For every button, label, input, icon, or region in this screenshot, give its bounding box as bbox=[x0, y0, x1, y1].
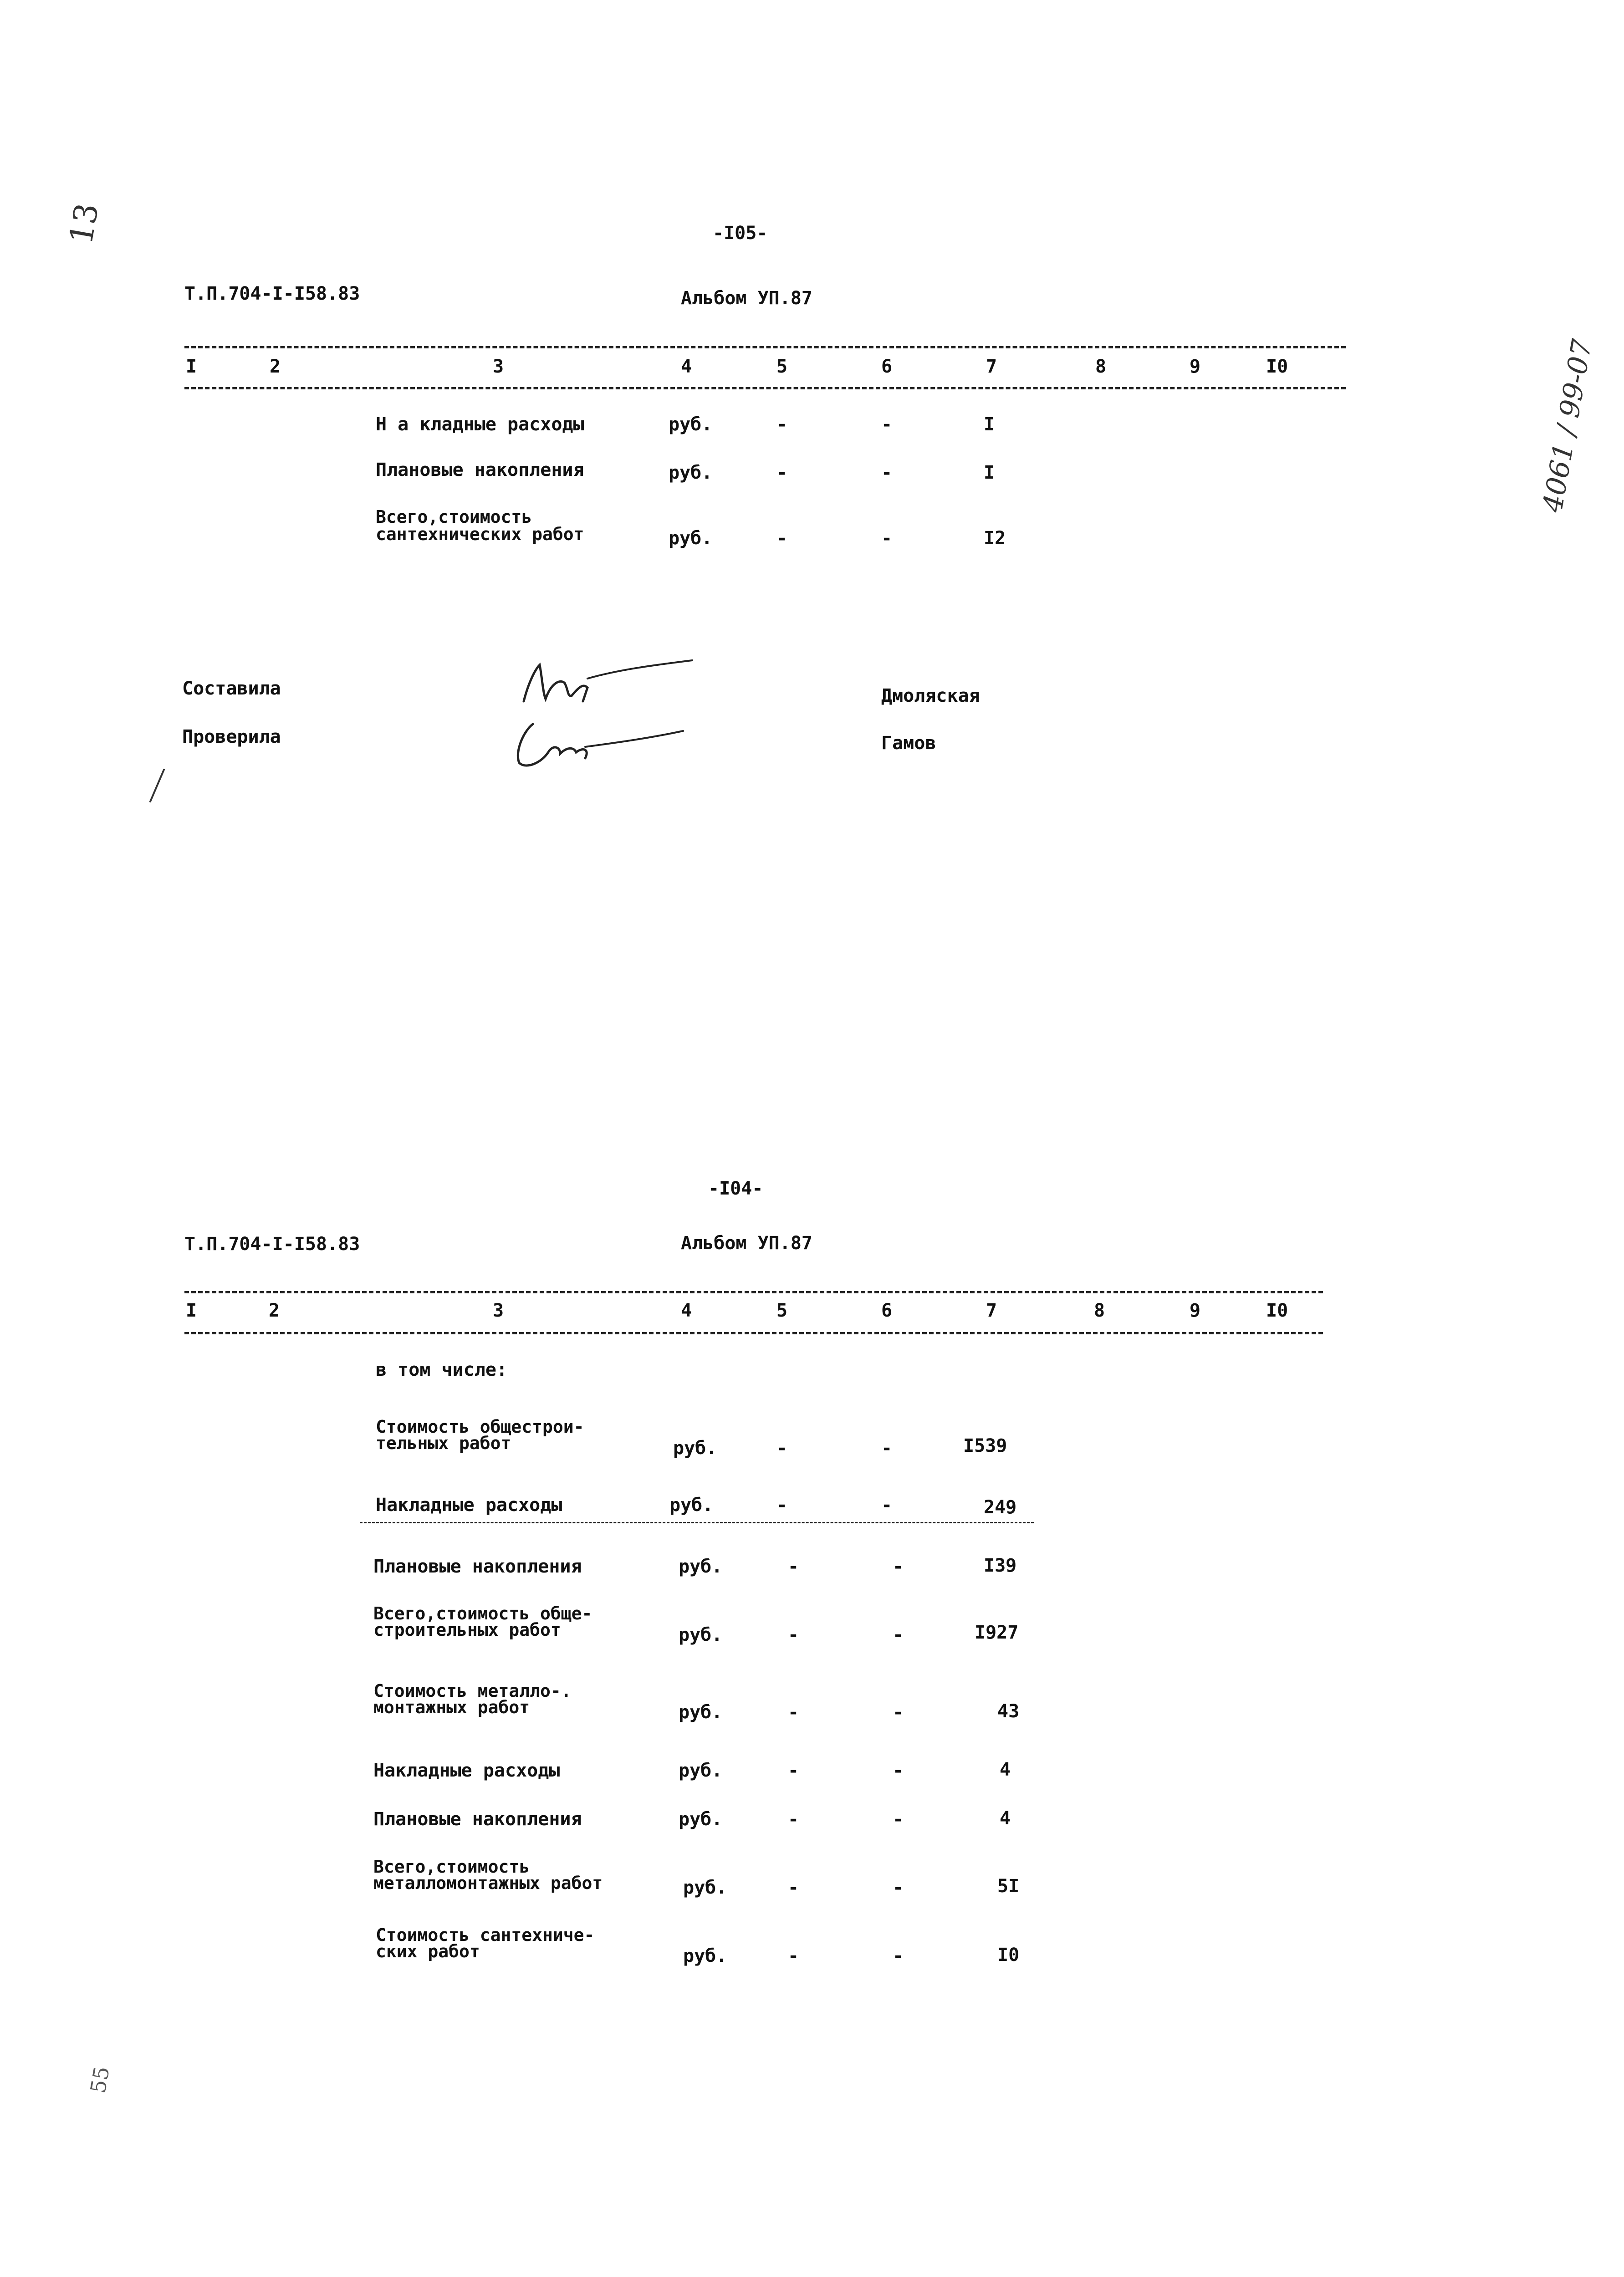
row-unit: руб. bbox=[669, 528, 713, 549]
column-header: I bbox=[186, 1300, 197, 1321]
page-number: -I05- bbox=[713, 223, 768, 244]
column-header: 7 bbox=[986, 1300, 997, 1321]
row-col6: - bbox=[881, 1438, 893, 1459]
row-col5: - bbox=[788, 1760, 799, 1781]
column-header: 4 bbox=[681, 1300, 692, 1321]
row-description: Плановые накопления bbox=[376, 459, 584, 480]
row-unit: руб. bbox=[673, 1438, 717, 1459]
row-col5: - bbox=[776, 462, 788, 483]
row-col6: - bbox=[893, 1877, 904, 1898]
compiled-by-name: Дмоляская bbox=[881, 685, 980, 706]
column-header: I0 bbox=[1266, 1300, 1288, 1321]
row-unit: руб. bbox=[679, 1556, 723, 1577]
document-code: Т.П.704-I-I58.83 bbox=[184, 1234, 360, 1255]
row-description: металломонтажных работ bbox=[373, 1873, 603, 1893]
row-description: Всего,стоимость обще- bbox=[373, 1603, 592, 1624]
column-header: I0 bbox=[1266, 356, 1288, 377]
row-description: Плановые накопления bbox=[373, 1809, 582, 1830]
album-label: Альбом УП.87 bbox=[681, 1233, 812, 1254]
album-label: Альбом УП.87 bbox=[681, 288, 812, 309]
row-value: I bbox=[984, 462, 995, 483]
row-col5: - bbox=[788, 1877, 799, 1898]
row-unit: руб. bbox=[679, 1809, 723, 1830]
row-description: Стоимость сантехниче- bbox=[376, 1925, 595, 1945]
row-value: 4 bbox=[1000, 1759, 1011, 1780]
row-col5: - bbox=[788, 1702, 799, 1723]
column-header: 3 bbox=[493, 356, 504, 377]
row-description: ских работ bbox=[376, 1941, 480, 1961]
table-header-rule-bottom bbox=[184, 1332, 1323, 1334]
row-col6: - bbox=[893, 1760, 904, 1781]
column-header: 2 bbox=[269, 1300, 280, 1321]
row-value: I539 bbox=[963, 1435, 1007, 1456]
column-header: 5 bbox=[776, 356, 788, 377]
row-unit: руб. bbox=[669, 462, 713, 483]
row-col6: - bbox=[893, 1556, 904, 1577]
margin-note-right: 4061 / 99-07 bbox=[1537, 337, 1598, 515]
row-value: 249 bbox=[984, 1497, 1017, 1518]
row-unit: руб. bbox=[669, 414, 713, 435]
row-description: Накладные расходы bbox=[376, 1495, 562, 1516]
document-code: Т.П.704-I-I58.83 bbox=[184, 283, 360, 304]
row-unit: руб. bbox=[669, 1495, 714, 1516]
checked-by-name: Гамов bbox=[881, 733, 936, 754]
pen-mark bbox=[146, 765, 173, 806]
column-header: 7 bbox=[986, 356, 997, 377]
row-description: Всего,стоимость bbox=[376, 507, 532, 527]
row-value: 5I bbox=[997, 1876, 1020, 1897]
row-col5: - bbox=[776, 1495, 788, 1516]
row-col5: - bbox=[788, 1556, 799, 1577]
handwritten-signatures bbox=[492, 633, 729, 779]
row-value: 43 bbox=[997, 1701, 1020, 1722]
row-col5: - bbox=[788, 1624, 799, 1645]
row-value: I39 bbox=[984, 1555, 1017, 1576]
column-header: 8 bbox=[1095, 356, 1107, 377]
compiled-by-label: Составила bbox=[182, 678, 281, 699]
row-value: I2 bbox=[984, 528, 1006, 549]
column-header: 5 bbox=[776, 1300, 788, 1321]
column-header: 4 bbox=[681, 356, 692, 377]
row-unit: руб. bbox=[679, 1624, 723, 1645]
section-label: в том числе: bbox=[376, 1359, 507, 1380]
row-description: Накладные расходы bbox=[373, 1760, 560, 1781]
row-col6: - bbox=[893, 1624, 904, 1645]
row-col6: - bbox=[893, 1945, 904, 1966]
row-description: тельных работ bbox=[376, 1433, 511, 1453]
row-col5: - bbox=[776, 414, 788, 435]
row-unit: руб. bbox=[679, 1702, 723, 1723]
column-header: I bbox=[186, 356, 197, 377]
column-header: 3 bbox=[493, 1300, 504, 1321]
row-col5: - bbox=[788, 1945, 799, 1966]
row-unit: руб. bbox=[679, 1760, 723, 1781]
row-col5: - bbox=[776, 528, 788, 549]
row-col6: - bbox=[881, 414, 893, 435]
row-description: монтажных работ bbox=[373, 1697, 530, 1717]
column-header: 6 bbox=[881, 356, 893, 377]
row-description: строительных работ bbox=[373, 1620, 561, 1640]
row-separator bbox=[360, 1522, 1034, 1523]
row-description: Стоимость общестрои- bbox=[376, 1417, 584, 1437]
row-value: 4 bbox=[1000, 1808, 1011, 1829]
page-number: -I04- bbox=[708, 1178, 763, 1199]
column-header: 8 bbox=[1094, 1300, 1105, 1321]
row-col5: - bbox=[776, 1438, 788, 1459]
row-col6: - bbox=[881, 462, 893, 483]
row-description: сантехнических работ bbox=[376, 524, 584, 544]
column-header: 9 bbox=[1190, 356, 1201, 377]
row-value: I bbox=[984, 414, 995, 435]
row-unit: руб. bbox=[683, 1945, 727, 1966]
table-header-rule-bottom bbox=[184, 387, 1346, 389]
row-col6: - bbox=[881, 1495, 893, 1516]
column-header: 2 bbox=[270, 356, 281, 377]
row-description: Всего,стоимость bbox=[373, 1857, 530, 1877]
row-description: Н а кладные расходы bbox=[376, 414, 584, 435]
table-header-rule-top bbox=[184, 1291, 1323, 1293]
column-header: 6 bbox=[881, 1300, 893, 1321]
column-header: 9 bbox=[1190, 1300, 1201, 1321]
row-col6: - bbox=[893, 1809, 904, 1830]
row-description: Плановые накопления bbox=[373, 1556, 582, 1577]
row-description: Стоимость металло-. bbox=[373, 1681, 572, 1701]
margin-note-top-left: 13 bbox=[62, 200, 106, 247]
table-header-rule-top bbox=[184, 346, 1346, 348]
row-value: I0 bbox=[997, 1945, 1020, 1966]
row-value: I927 bbox=[975, 1622, 1019, 1643]
row-col6: - bbox=[881, 528, 893, 549]
checked-by-label: Проверила bbox=[182, 726, 281, 747]
row-unit: руб. bbox=[683, 1877, 727, 1898]
row-col6: - bbox=[893, 1702, 904, 1723]
row-col5: - bbox=[788, 1809, 799, 1830]
margin-note-bottom-left: 55 bbox=[85, 2064, 114, 2095]
